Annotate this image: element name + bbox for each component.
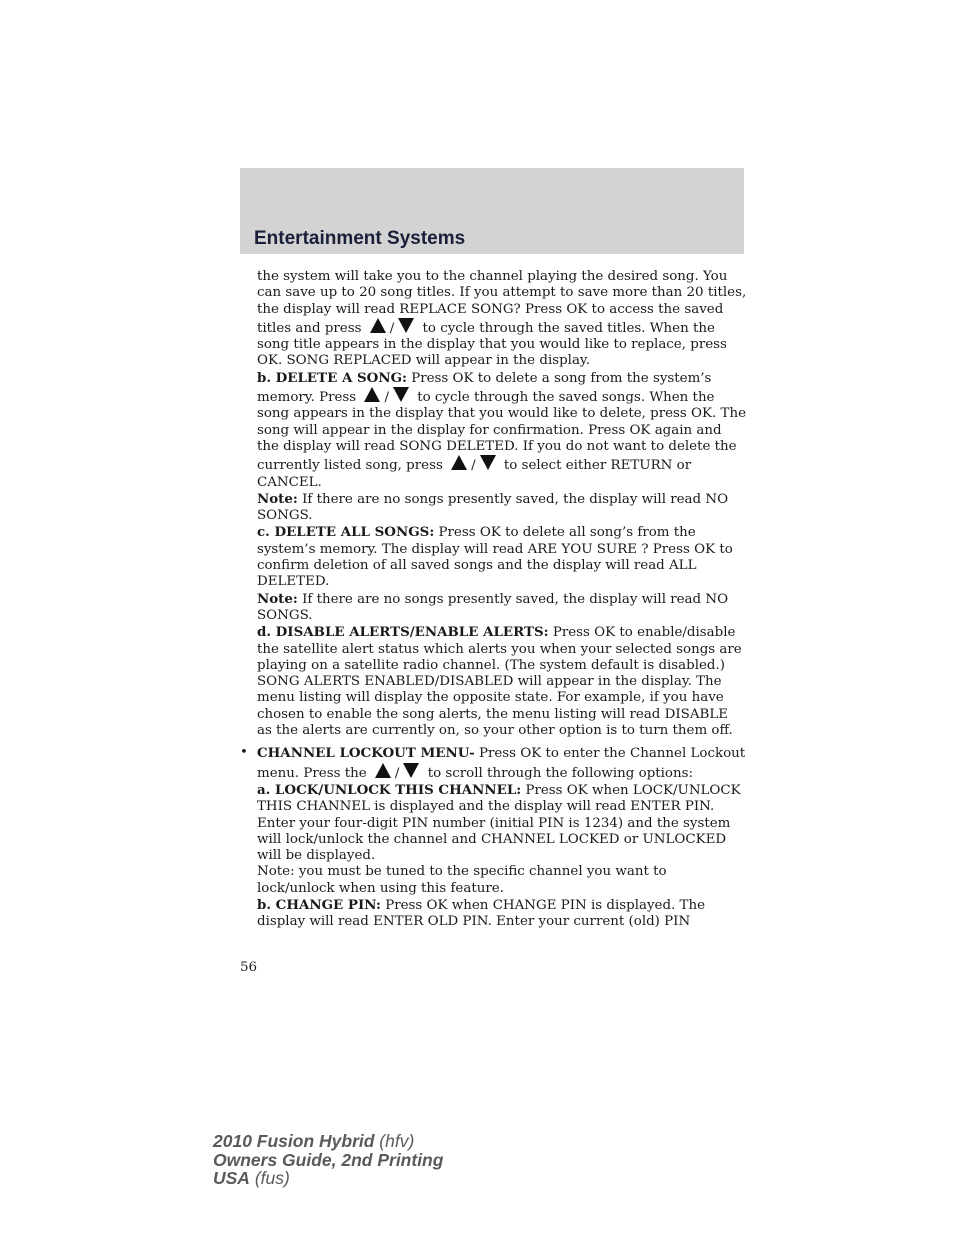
footer-line-region: USA (fus) bbox=[213, 1168, 290, 1188]
arrow-down-icon bbox=[403, 763, 419, 778]
note-no-songs: Note: If there are no songs presently saved, the display will read NO SONGS. bbox=[257, 590, 729, 623]
alerts-label: d. DISABLE ALERTS/ENABLE ALERTS: bbox=[257, 624, 549, 641]
paragraph-replace-song: the system will take you to the channel playing the desired song. You can save up to 20 song titles. If you attempt to save more than 20 titles, the display will read REPLACE SONG? Press OK to access the saved titles and press / to cycle through the saved titles. When the song title appears in the display that you would like to replace, press OK. SONG REPLACED will appear in the display. bbox=[257, 269, 747, 369]
note-no-songs: Note: If there are no songs presently saved, the display will read NO SONGS. bbox=[257, 490, 729, 524]
paragraph-delete-song: b. DELETE A SONG: Press OK to delete a song from the system’s memory. Press / to cycle through the saved songs. When the song appears in the display that you would like to delete, press OK. The song will appear in the display for confirmation. Press OK again and the display will read SONG DELETED. If you do not want to delete the currently listed song, press / to select either RETURN or CANCEL. bbox=[257, 369, 747, 490]
up-down-arrows: / bbox=[451, 455, 496, 474]
up-down-arrows: / bbox=[375, 763, 420, 782]
arrow-up-icon bbox=[451, 455, 467, 470]
list-item-channel-lockout: • CHANNEL LOCKOUT MENU- Press OK to enter the Channel Lockout menu. Press the / to scroll through the following options: bbox=[240, 745, 746, 781]
up-down-arrows: / bbox=[364, 387, 409, 406]
bullet-icon: • bbox=[240, 745, 248, 761]
paragraph-alerts: d. DISABLE ALERTS/ENABLE ALERTS: Press OK to enable/disable the satellite alert status which alerts you when your selected songs are playing on a satellite radio channel. (The system default is disabled.) SONG ALERTS ENABLED/DISABLED will appear in the display. The menu listing will display the opposite state. For example, if you have chosen to enable the song alerts, the menu listing will read DISABLE as the alerts are currently on, so your other option is to turn them off. bbox=[257, 624, 742, 739]
paragraph-delete-all: c. DELETE ALL SONGS: Press OK to delete all song’s from the system’s memory. The display will read ARE YOU SURE ? Press OK to confirm deletion of all saved songs and the display will read ALL DELETED. bbox=[257, 524, 733, 590]
note-tuned: Note: you must be tuned to the specific channel you want to lock/unlock when using this feature. bbox=[257, 864, 667, 896]
document-footer bbox=[213, 1132, 443, 1188]
arrow-up-icon bbox=[364, 387, 380, 402]
section-header bbox=[240, 168, 744, 254]
arrow-down-icon bbox=[398, 318, 414, 333]
channel-lockout-label: CHANNEL LOCKOUT MENU- bbox=[257, 745, 475, 762]
lock-unlock-label: a. LOCK/UNLOCK THIS CHANNEL: bbox=[257, 781, 522, 798]
footer-line-guide: Owners Guide, 2nd Printing bbox=[213, 1149, 444, 1170]
arrow-down-icon bbox=[393, 387, 409, 402]
delete-song-label: b. DELETE A SONG: bbox=[257, 369, 407, 386]
page-number: 56 bbox=[240, 960, 258, 975]
up-down-arrows: / bbox=[370, 318, 415, 337]
paragraph-change-pin: b. CHANGE PIN: Press OK when CHANGE PIN is displayed. The display will read ENTER OLD PIN. Enter your current (old) PIN bbox=[257, 896, 706, 930]
section-title: Entertainment Systems bbox=[254, 228, 466, 249]
body-text bbox=[240, 269, 747, 931]
delete-all-label: c. DELETE ALL SONGS: bbox=[257, 524, 435, 541]
arrow-down-icon bbox=[480, 455, 496, 470]
paragraph-lock-unlock: a. LOCK/UNLOCK THIS CHANNEL: Press OK when LOCK/UNLOCK THIS CHANNEL is displayed and the display will read ENTER PIN. Enter your four-digit PIN number (initial PIN is 1234) and the system will lock/unlock the channel and CHANNEL LOCKED or UNLOCKED will be displayed. bbox=[257, 781, 741, 864]
arrow-up-icon bbox=[370, 318, 386, 333]
change-pin-label: b. CHANGE PIN: bbox=[257, 896, 381, 913]
footer-line-model: 2010 Fusion Hybrid (hfv) bbox=[213, 1131, 415, 1151]
arrow-up-icon bbox=[375, 763, 391, 778]
